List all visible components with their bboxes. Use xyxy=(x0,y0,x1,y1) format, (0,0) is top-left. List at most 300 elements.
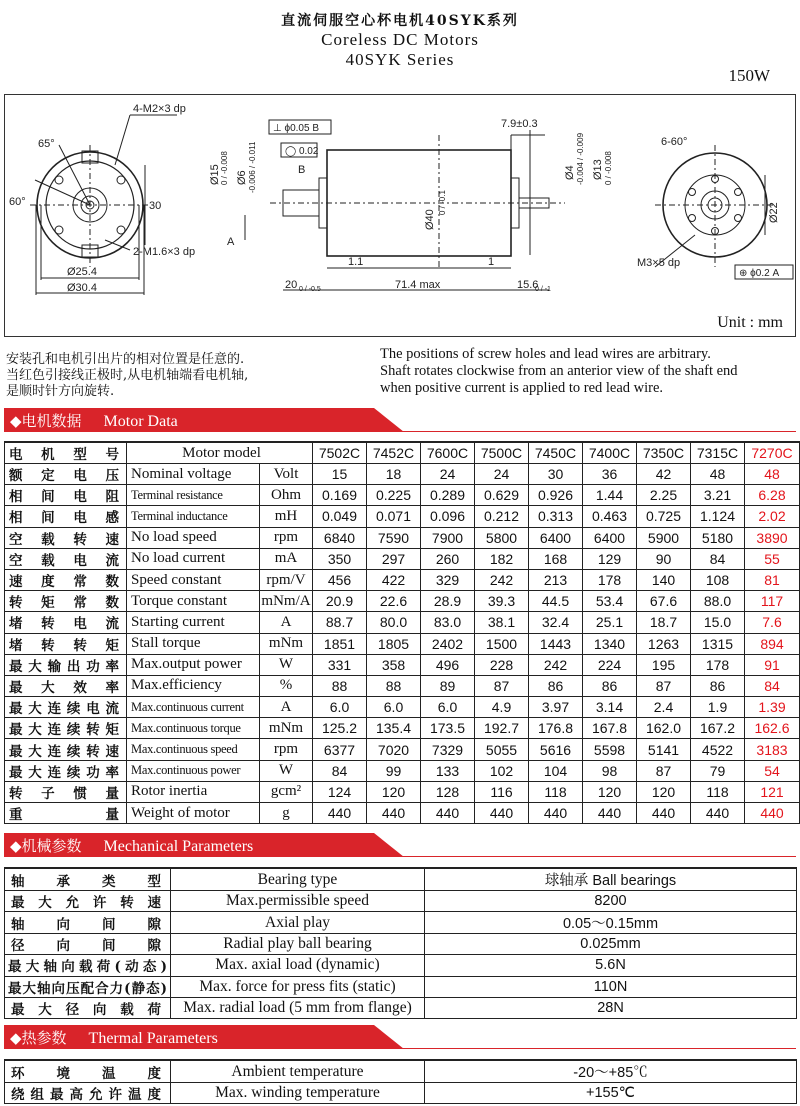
dim-d6-tol: -0.006 / -0.011 xyxy=(248,141,257,193)
table-row xyxy=(5,506,800,527)
value-cell: 86 xyxy=(583,675,637,696)
value-cell: 83.0 xyxy=(421,612,475,633)
value-cell: 118 xyxy=(691,781,745,802)
value-cell: 0.05～0.15mm xyxy=(425,912,797,934)
section-rule xyxy=(4,856,796,857)
thermal-table xyxy=(4,1059,797,1104)
value-cell: 25.1 xyxy=(583,612,637,633)
value-cell: 90 xyxy=(637,548,691,569)
section-mechanical xyxy=(4,833,404,857)
row-label-cn: 最大轴向载荷(动态) xyxy=(5,955,171,976)
table-row xyxy=(5,654,800,675)
value-cell: 124 xyxy=(313,781,367,802)
value-cell: 24 xyxy=(421,464,475,485)
value-cell: 118 xyxy=(529,781,583,802)
tol-runout: ◯ 0.02 xyxy=(285,146,319,157)
table-row xyxy=(5,891,797,912)
row-unit: mNm xyxy=(260,633,313,654)
row-unit: A xyxy=(260,697,313,718)
table-row xyxy=(5,1060,797,1083)
value-cell: 84 xyxy=(691,548,745,569)
value-cell: 350 xyxy=(313,548,367,569)
value-cell: 99 xyxy=(367,760,421,781)
header-en: Motor model xyxy=(127,442,313,464)
value-cell: 133 xyxy=(421,760,475,781)
value-cell: 88.7 xyxy=(313,612,367,633)
model-header: 7452C xyxy=(367,442,421,464)
value-cell: 1263 xyxy=(637,633,691,654)
value-cell: 88.0 xyxy=(691,591,745,612)
dim-d15-tol: 0 / -0.008 xyxy=(220,151,229,185)
section-label xyxy=(10,1027,218,1048)
row-label-cn: 空载转速 xyxy=(5,527,127,548)
header-cn: 电机型号 xyxy=(5,442,127,464)
value-cell: 242 xyxy=(475,569,529,590)
row-unit: Volt xyxy=(260,464,313,485)
angle-60: 60° xyxy=(9,196,26,208)
dim-30: 30 xyxy=(149,200,162,212)
row-label-cn: 绕组最高允许温度 xyxy=(5,1083,171,1104)
value-cell: 1805 xyxy=(367,633,421,654)
value-cell: 5.6N xyxy=(425,955,797,976)
value-cell: 22.6 xyxy=(367,591,421,612)
value-cell: 1.124 xyxy=(691,506,745,527)
row-unit: mH xyxy=(260,506,313,527)
value-cell: 91 xyxy=(745,654,800,675)
value-cell: 48 xyxy=(691,464,745,485)
table-row xyxy=(5,803,800,824)
value-cell: 24 xyxy=(475,464,529,485)
value-cell: 36 xyxy=(583,464,637,485)
value-cell: 440 xyxy=(745,803,800,824)
value-cell: 2.4 xyxy=(637,697,691,718)
dim-156-tol: 0 / -1 xyxy=(535,286,551,293)
row-label-cn: 最大轴向压配合力(静态) xyxy=(5,976,171,997)
row-label-en: Max. winding temperature xyxy=(171,1083,425,1104)
row-unit: rpm xyxy=(260,527,313,548)
row-label-cn: 最大连续转矩 xyxy=(5,718,127,739)
value-cell: 42 xyxy=(637,464,691,485)
row-label-en: No load current xyxy=(127,548,260,569)
dim-156: 15.6 xyxy=(517,279,539,291)
value-cell: 80.0 xyxy=(367,612,421,633)
title-english: Coreless DC Motors xyxy=(321,30,479,49)
notes-english xyxy=(380,346,738,397)
value-cell: 162.6 xyxy=(745,718,800,739)
notes-chinese xyxy=(6,352,248,400)
value-cell: 0.629 xyxy=(475,485,529,506)
row-unit: rpm xyxy=(260,739,313,760)
dim-20-tol: 0 / -0.5 xyxy=(299,286,321,293)
value-cell: 0.025mm xyxy=(425,934,797,955)
value-cell: 6400 xyxy=(529,527,583,548)
value-cell: 4522 xyxy=(691,739,745,760)
row-label-en: Speed constant xyxy=(127,569,260,590)
value-cell: 178 xyxy=(583,569,637,590)
value-cell: 2.25 xyxy=(637,485,691,506)
row-label-en: Starting current xyxy=(127,612,260,633)
row-label-cn: 转子惯量 xyxy=(5,781,127,802)
section-label-en: Motor Data xyxy=(103,413,178,430)
value-cell: 3.14 xyxy=(583,697,637,718)
value-cell: 242 xyxy=(529,654,583,675)
row-label-cn: 最大允许转速 xyxy=(5,891,171,912)
value-cell: 0.169 xyxy=(313,485,367,506)
value-cell: 0.049 xyxy=(313,506,367,527)
value-cell: 121 xyxy=(745,781,800,802)
value-cell: 32.4 xyxy=(529,612,583,633)
value-cell: 110N xyxy=(425,976,797,997)
value-cell: 67.6 xyxy=(637,591,691,612)
value-cell: 2402 xyxy=(421,633,475,654)
row-label-en: Max.efficiency xyxy=(127,675,260,696)
value-cell: 440 xyxy=(529,803,583,824)
hole-callout-2m16: 2-M1.6×3 dp xyxy=(133,246,196,258)
dim-d30: Ø30.4 xyxy=(67,282,97,294)
model-header: 7502C xyxy=(313,442,367,464)
model-header: 7350C xyxy=(637,442,691,464)
row-unit: % xyxy=(260,675,313,696)
dimension-drawing xyxy=(5,95,795,335)
value-cell: 4.9 xyxy=(475,697,529,718)
value-cell: 15.0 xyxy=(691,612,745,633)
value-cell: 135.4 xyxy=(367,718,421,739)
value-cell: 3.21 xyxy=(691,485,745,506)
table-row xyxy=(5,591,800,612)
value-cell: 7900 xyxy=(421,527,475,548)
value-cell: 496 xyxy=(421,654,475,675)
row-unit: W xyxy=(260,760,313,781)
value-cell: 1.9 xyxy=(691,697,745,718)
model-header: 7270C xyxy=(745,442,800,464)
note-cn-line: 当红色引接线正极时,从电机轴端看电机轴, xyxy=(6,368,249,383)
value-cell: 108 xyxy=(691,569,745,590)
value-cell: 120 xyxy=(367,781,421,802)
value-cell: 213 xyxy=(529,569,583,590)
table-row xyxy=(5,548,800,569)
value-cell: 44.5 xyxy=(529,591,583,612)
row-label-en: Ambient temperature xyxy=(171,1060,425,1083)
value-cell: 87 xyxy=(637,675,691,696)
value-cell: 5055 xyxy=(475,739,529,760)
section-rule xyxy=(4,431,796,432)
value-cell: 0.225 xyxy=(367,485,421,506)
section-rule xyxy=(4,1048,796,1049)
row-label-cn: 堵转转矩 xyxy=(5,633,127,654)
value-cell: 1.39 xyxy=(745,697,800,718)
mechanical-table xyxy=(4,867,797,1019)
dim-d13: Ø13 xyxy=(592,159,604,180)
dim-d40-tol: 0 / -0.1 xyxy=(438,190,447,215)
table-row xyxy=(5,739,800,760)
table-row xyxy=(5,955,797,976)
section-label xyxy=(10,835,253,856)
datum-b: B xyxy=(298,164,306,176)
dim-1: 1 xyxy=(488,256,495,268)
value-cell: 81 xyxy=(745,569,800,590)
value-cell: 3183 xyxy=(745,739,800,760)
value-cell: 84 xyxy=(313,760,367,781)
value-cell: 120 xyxy=(583,781,637,802)
row-unit: gcm² xyxy=(260,781,313,802)
value-cell: 178 xyxy=(691,654,745,675)
value-cell: 20.9 xyxy=(313,591,367,612)
technical-drawing xyxy=(4,94,796,337)
dim-d4: Ø4 xyxy=(564,165,576,180)
note-en-line: Shaft rotates clockwise from an anterior view of the shaft end xyxy=(380,363,738,379)
row-unit: A xyxy=(260,612,313,633)
value-cell: 87 xyxy=(637,760,691,781)
note-en-line: when positive current is applied to red lead wire. xyxy=(380,380,664,396)
datum-a: A xyxy=(227,236,235,248)
value-cell: 297 xyxy=(367,548,421,569)
value-cell: 102 xyxy=(475,760,529,781)
row-label-cn: 速度常数 xyxy=(5,569,127,590)
value-cell: 260 xyxy=(421,548,475,569)
tol-perp: ⊥ ϕ0.05 B xyxy=(273,123,320,134)
dim-d6: Ø6 xyxy=(236,170,248,185)
value-cell: 182 xyxy=(475,548,529,569)
value-cell: 18 xyxy=(367,464,421,485)
row-label-en: Rotor inertia xyxy=(127,781,260,802)
value-cell: 117 xyxy=(745,591,800,612)
table-row xyxy=(5,760,800,781)
value-cell: 162.0 xyxy=(637,718,691,739)
value-cell: 5800 xyxy=(475,527,529,548)
row-label-cn: 最大连续电流 xyxy=(5,697,127,718)
row-label-en: Max. radial load (5 mm from flange) xyxy=(171,997,425,1018)
value-cell: 0.289 xyxy=(421,485,475,506)
value-cell: 167.8 xyxy=(583,718,637,739)
model-header: 7315C xyxy=(691,442,745,464)
row-unit: Ohm xyxy=(260,485,313,506)
value-cell: 128 xyxy=(421,781,475,802)
row-label-cn: 环境温度 xyxy=(5,1060,171,1083)
section-motor-data xyxy=(4,408,404,432)
value-cell: 1500 xyxy=(475,633,529,654)
value-cell: 358 xyxy=(367,654,421,675)
row-label-en: Weight of motor xyxy=(127,803,260,824)
value-cell: 0.313 xyxy=(529,506,583,527)
value-cell: 6.28 xyxy=(745,485,800,506)
row-label-en: No load speed xyxy=(127,527,260,548)
value-cell: -20～+85℃ xyxy=(425,1060,797,1083)
row-label-en: Axial play xyxy=(171,912,425,934)
row-label-en: Max.continuous speed xyxy=(127,739,260,760)
row-label-en: Max.continuous current xyxy=(127,697,260,718)
value-cell: 7590 xyxy=(367,527,421,548)
value-cell: 39.3 xyxy=(475,591,529,612)
table-row xyxy=(5,464,800,485)
table-row xyxy=(5,718,800,739)
value-cell: 0.926 xyxy=(529,485,583,506)
section-label xyxy=(10,410,178,431)
table-row xyxy=(5,569,800,590)
value-cell: 6.0 xyxy=(367,697,421,718)
value-cell: 3890 xyxy=(745,527,800,548)
tol-position: ⊕ ϕ0.2 A xyxy=(739,268,780,279)
hole-callout-m3: M3×5 dp xyxy=(637,257,681,269)
row-label-en: Max. force for press fits (static) xyxy=(171,976,425,997)
value-cell: 1443 xyxy=(529,633,583,654)
table-row xyxy=(5,485,800,506)
table-row xyxy=(5,1083,797,1104)
row-label-cn: 最大输出功率 xyxy=(5,654,127,675)
value-cell: 89 xyxy=(421,675,475,696)
row-label-en: Max.permissible speed xyxy=(171,891,425,912)
value-cell: 195 xyxy=(637,654,691,675)
row-label-cn: 额定电压 xyxy=(5,464,127,485)
table-row xyxy=(5,781,800,802)
value-cell: 28.9 xyxy=(421,591,475,612)
value-cell: 8200 xyxy=(425,891,797,912)
dim-20: 20 xyxy=(285,279,298,291)
dim-11: 1.1 xyxy=(348,256,364,268)
value-cell: 0.725 xyxy=(637,506,691,527)
section-thermal xyxy=(4,1025,404,1049)
value-cell: 140 xyxy=(637,569,691,590)
table-header-row xyxy=(5,442,800,464)
unit-label: Unit : mm xyxy=(717,314,783,331)
row-label-cn: 最大径向载荷 xyxy=(5,997,171,1018)
value-cell: 6840 xyxy=(313,527,367,548)
dim-d25: Ø25.4 xyxy=(67,266,97,278)
table-row xyxy=(5,675,800,696)
value-cell: 224 xyxy=(583,654,637,675)
value-cell: 422 xyxy=(367,569,421,590)
table-row xyxy=(5,697,800,718)
table-row xyxy=(5,527,800,548)
row-unit: mNm/A xyxy=(260,591,313,612)
value-cell: 86 xyxy=(691,675,745,696)
value-cell: 120 xyxy=(637,781,691,802)
value-cell: 176.8 xyxy=(529,718,583,739)
value-cell: 894 xyxy=(745,633,800,654)
row-label-cn: 最大连续功率 xyxy=(5,760,127,781)
value-cell: 331 xyxy=(313,654,367,675)
value-cell: 456 xyxy=(313,569,367,590)
value-cell: 125.2 xyxy=(313,718,367,739)
note-cn-line: 是顺时针方向旋转. xyxy=(6,384,115,399)
row-label-cn: 相间电阻 xyxy=(5,485,127,506)
value-cell: 88 xyxy=(367,675,421,696)
section-label-cn: ◆机械参数 xyxy=(10,837,82,855)
value-cell: 球轴承 Ball bearings xyxy=(425,868,797,891)
model-header: 7450C xyxy=(529,442,583,464)
row-label-cn: 轴承类型 xyxy=(5,868,171,891)
table-row xyxy=(5,997,797,1018)
value-cell: 167.2 xyxy=(691,718,745,739)
value-cell: 18.7 xyxy=(637,612,691,633)
value-cell: 168 xyxy=(529,548,583,569)
value-cell: 5598 xyxy=(583,739,637,760)
row-unit: g xyxy=(260,803,313,824)
value-cell: 5180 xyxy=(691,527,745,548)
table-row xyxy=(5,633,800,654)
value-cell: 48 xyxy=(745,464,800,485)
value-cell: 5900 xyxy=(637,527,691,548)
value-cell: 30 xyxy=(529,464,583,485)
power-rating: 150W xyxy=(728,66,770,85)
dim-d22: Ø22 xyxy=(768,202,780,223)
value-cell: 440 xyxy=(637,803,691,824)
value-cell: 440 xyxy=(313,803,367,824)
row-unit: rpm/V xyxy=(260,569,313,590)
value-cell: 5616 xyxy=(529,739,583,760)
value-cell: 7329 xyxy=(421,739,475,760)
row-label-cn: 相间电感 xyxy=(5,506,127,527)
value-cell: 86 xyxy=(529,675,583,696)
value-cell: 329 xyxy=(421,569,475,590)
row-label-en: Nominal voltage xyxy=(127,464,260,485)
value-cell: 6400 xyxy=(583,527,637,548)
row-label-cn: 最大连续转速 xyxy=(5,739,127,760)
series-title: 40SYK Series xyxy=(345,50,455,69)
note-cn-line: 安装孔和电机引出片的相对位置是任意的. xyxy=(6,352,245,367)
value-cell: 7020 xyxy=(367,739,421,760)
value-cell: 440 xyxy=(691,803,745,824)
value-cell: 3.97 xyxy=(529,697,583,718)
value-cell: 1340 xyxy=(583,633,637,654)
model-header: 7400C xyxy=(583,442,637,464)
row-label-en: Stall torque xyxy=(127,633,260,654)
value-cell: 1315 xyxy=(691,633,745,654)
dim-714: 71.4 max xyxy=(395,279,441,291)
value-cell: 55 xyxy=(745,548,800,569)
title-chinese: 直流伺服空心杯电机40SYK系列 xyxy=(281,13,519,29)
value-cell: 28N xyxy=(425,997,797,1018)
section-label-cn: ◆电机数据 xyxy=(10,412,82,430)
value-cell: 0.096 xyxy=(421,506,475,527)
row-label-cn: 轴向间隙 xyxy=(5,912,171,934)
row-label-cn: 重量 xyxy=(5,803,127,824)
value-cell: 2.02 xyxy=(745,506,800,527)
table-row xyxy=(5,612,800,633)
table-row xyxy=(5,912,797,934)
row-label-cn: 堵转电流 xyxy=(5,612,127,633)
value-cell: 1.44 xyxy=(583,485,637,506)
angle-6-60: 6-60° xyxy=(661,136,688,148)
motor-data-table xyxy=(4,441,800,824)
dim-d40: Ø40 xyxy=(424,209,436,230)
value-cell: 87 xyxy=(475,675,529,696)
value-cell: 6.0 xyxy=(313,697,367,718)
row-label-en: Max. axial load (dynamic) xyxy=(171,955,425,976)
value-cell: 88 xyxy=(313,675,367,696)
value-cell: 104 xyxy=(529,760,583,781)
value-cell: 6.0 xyxy=(421,697,475,718)
value-cell: +155℃ xyxy=(425,1083,797,1104)
row-label-en: Torque constant xyxy=(127,591,260,612)
dim-d4-tol: -0.004 / -0.009 xyxy=(576,132,585,185)
value-cell: 6377 xyxy=(313,739,367,760)
row-label-cn: 空载电流 xyxy=(5,548,127,569)
row-label-cn: 转矩常数 xyxy=(5,591,127,612)
value-cell: 15 xyxy=(313,464,367,485)
value-cell: 228 xyxy=(475,654,529,675)
section-label-en: Thermal Parameters xyxy=(88,1030,218,1047)
value-cell: 53.4 xyxy=(583,591,637,612)
hole-callout-4m2: 4-M2×3 dp xyxy=(133,103,186,115)
value-cell: 192.7 xyxy=(475,718,529,739)
value-cell: 84 xyxy=(745,675,800,696)
row-label-cn: 径向间隙 xyxy=(5,934,171,955)
row-unit: mNm xyxy=(260,718,313,739)
row-label-en: Terminal resistance xyxy=(127,485,260,506)
table-row xyxy=(5,976,797,997)
row-unit: mA xyxy=(260,548,313,569)
row-unit: W xyxy=(260,654,313,675)
